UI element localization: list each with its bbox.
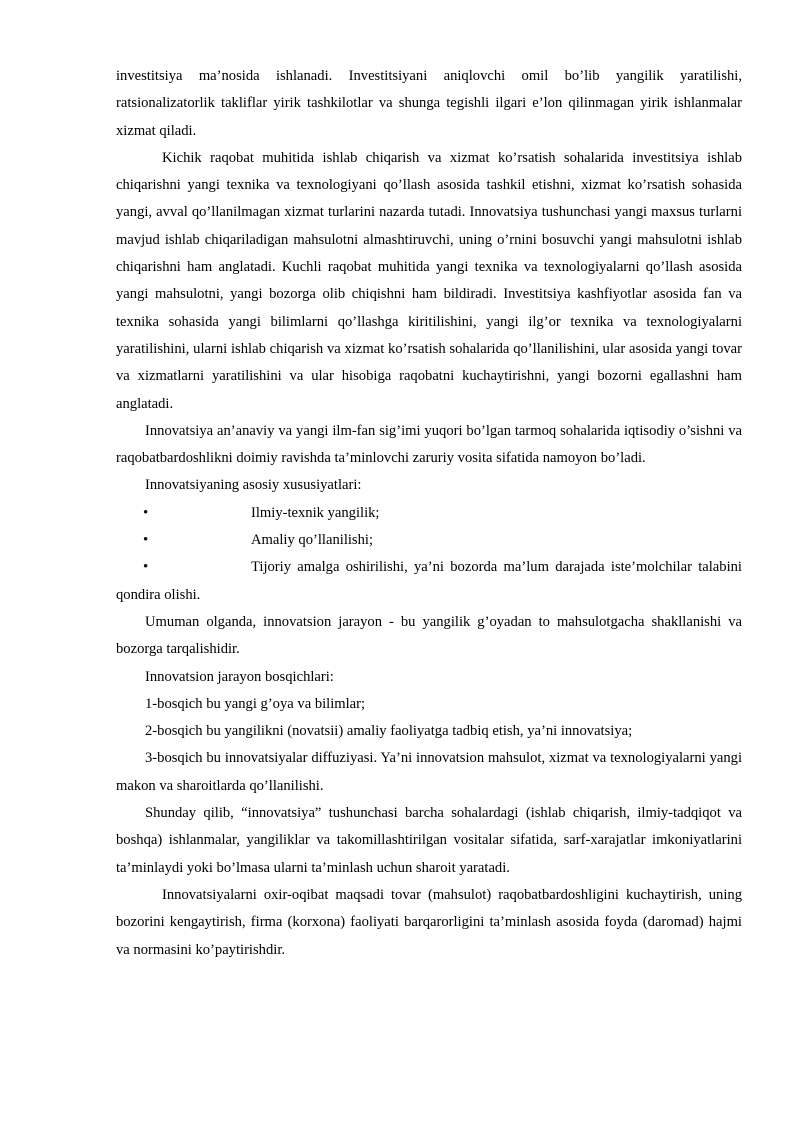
paragraph-final-goal: Innovatsiyalarni oxir-oqibat maqsadi tovar (mahsulot) raqobatbardoshligini kuchaytirish, uning bozorini kengaytirish, firma (korxona) faoliyati barqarorligini ta’minlash asosida foyda (daromad) hajmi va normasini ko’paytirishdir. [116, 886, 742, 958]
bullet-icon: • [143, 532, 149, 549]
bullet-item [116, 554, 742, 609]
paragraph-stage-2: 2-bosqich bu yangilikni (novatsii) amaliy faoliyatga tadbiq etish, ya’ni innovatsiya; [145, 723, 633, 740]
bullet-text: Amaliy qo’llanilishi; [251, 532, 374, 549]
paragraph-small-competition: Kichik raqobat muhitida ishlab chiqarish va xizmat ko’rsatish sohalarida investitsiya ishlab chiqarishni yangi texnika va texnologiyani qo’llash asosida tashkil etishni, xizmat ko’rsatish sohasida yangi, avval qo’llanilmagan xizmat turlarini nazarda tutadi. Innovatsiya tushunchasi yangi maxsus turlarni mavjud ishlab chiqariladigan mahsulotni almashtiruvchi, uning o’rnini bosuvchi yangi mahsulotni ishlab chiqarishni ham anglatadi. Kuchli raqobat muhitida yangi texnika va texnologiyalarni qo’llash asosida yangi mahsulotni, yangi bozorga olib chiqishni ham bildiradi. Investitsiya kashfiyotlar asosida fan va texnika sohasida yangi bilimlarni qo’llashga kiritilishini, yangi ilg’or texnika va texnologiyalarni yaratilishini, ularni ishlab chiqarish va xizmat ko’rsatish sohalarida qo’llanilishini, ular asosida yangi tovar va xizmatlarni yaratilishini va ular hisobiga raqobatni kuchaytirishni, yangi bozorni egallashni ham anglatadi. [116, 149, 742, 412]
paragraph-process-definition: Umuman olganda, innovatsion jarayon - bu yangilik g’oyadan to mahsulotgacha shakllanishi va bozorga tarqalishidir. [116, 613, 742, 658]
bullet-icon: • [143, 559, 149, 576]
bullet-icon: • [143, 504, 149, 521]
paragraph-stage-3: 3-bosqich bu innovatsiyalar diffuziyasi. Ya’ni innovatsion mahsulot, xizmat va texnologiyalarni yangi makon va sharoitlarda qo’llanilishi. [116, 750, 742, 794]
paragraph-conclusion: Shunday qilib, “innovatsiya” tushunchasi barcha sohalardagi (ishlab chiqarish, ilmiy-tadqiqot va boshqa) ishlanmalar, yangiliklar va takomillashtirilgan vositalar sifatida, sarf-xarajatlar imkoniyatlarini ta’minlaydi yoki bo’lmasa ularni ta’minlash uchun sharoit yaratadi. [116, 805, 742, 876]
paragraph-innovation-definition: Innovatsiya an’anaviy va yangi ilm-fan sig’imi yuqori bo’lgan tarmoq sohalarida iqtisodiy o’sishni va raqobatbardoshlikni doimiy ravishda ta’minlovchi zaruriy vosita sifatida namoyon bo’ladi. [116, 422, 742, 467]
paragraph-stages-heading: Innovatsion jarayon bosqichlari: [145, 668, 334, 685]
bullet-item [116, 500, 742, 527]
bullet-item [116, 527, 742, 554]
paragraph-continuation: investitsiya ma’nosida ishlanadi. Investitsiyani aniqlovchi omil bo’lib yangilik yaratilishi, ratsionalizatorlik takliflar yirik tashkilotlar va shunga tegishli ilgari e’lon qilinmagan yirik ishlanmalar xizmat qiladi. [116, 68, 742, 139]
paragraph-stage-1: 1-bosqich bu yangi g’oya va bilimlar; [145, 695, 366, 712]
bullet-text: Ilmiy-texnik yangilik; [251, 504, 380, 521]
document-page [116, 63, 742, 964]
paragraph-features-heading: Innovatsiyaning asosiy xususiyatlari: [145, 477, 362, 494]
bullet-text: Tijoriy amalga oshirilishi, ya’ni bozorda ma’lum darajada iste’molchilar talabini qondira olishi. [116, 559, 742, 603]
